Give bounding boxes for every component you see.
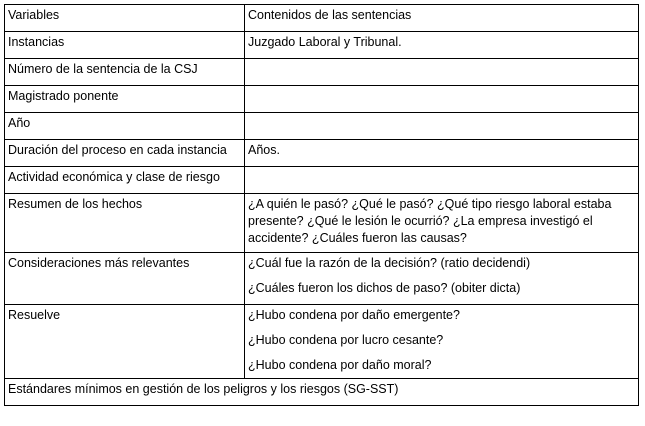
row-label: Variables	[5, 5, 245, 32]
row-content-empty	[245, 59, 639, 86]
table-row	[5, 113, 639, 140]
row-content	[245, 194, 639, 253]
content-line: ¿Hubo condena por lucro cesante?	[248, 333, 444, 347]
row-content	[245, 5, 639, 32]
table-row	[5, 86, 639, 113]
row-label: Magistrado ponente	[5, 86, 245, 113]
table-row	[5, 305, 639, 379]
content-line: ¿Cuáles fueron los dichos de paso? (obiter dicta)	[248, 281, 521, 295]
content-line: Años.	[248, 143, 280, 157]
row-label: Resuelve	[5, 305, 245, 379]
row-content-empty	[245, 86, 639, 113]
table-row	[5, 140, 639, 167]
row-label: Número de la sentencia de la CSJ	[5, 59, 245, 86]
row-content	[245, 140, 639, 167]
table-row	[5, 167, 639, 194]
content-line: ¿Hubo condena por daño moral?	[248, 358, 432, 372]
content-line: Contenidos de las sentencias	[248, 8, 412, 22]
row-content-empty	[245, 113, 639, 140]
content-line: ¿A quién le pasó? ¿Qué le pasó? ¿Qué tipo riesgo laboral estaba presente? ¿Qué le lesión le ocurrió? ¿La empresa investigó el accidente? ¿Cuáles fueron las causas?	[248, 197, 612, 245]
content-line: Juzgado Laboral y Tribunal.	[248, 35, 402, 49]
table-row	[5, 32, 639, 59]
sentence-variables-table	[4, 4, 639, 406]
content-line: ¿Cuál fue la razón de la decisión? (ratio decidendi)	[248, 256, 531, 270]
row-content	[245, 253, 639, 305]
table-row	[5, 194, 639, 253]
row-label: Instancias	[5, 32, 245, 59]
row-content	[245, 305, 639, 379]
table-row	[5, 59, 639, 86]
footer-row-label: Estándares mínimos en gestión de los peligros y los riesgos (SG-SST)	[5, 379, 639, 406]
content-line: ¿Hubo condena por daño emergente?	[248, 308, 460, 322]
row-label: Resumen de los hechos	[5, 194, 245, 253]
row-label: Consideraciones más relevantes	[5, 253, 245, 305]
row-content-empty	[245, 167, 639, 194]
row-label: Actividad económica y clase de riesgo	[5, 167, 245, 194]
row-content	[245, 32, 639, 59]
row-label: Duración del proceso en cada instancia	[5, 140, 245, 167]
table-row	[5, 5, 639, 32]
table-row	[5, 379, 639, 406]
table-row	[5, 253, 639, 305]
row-label: Año	[5, 113, 245, 140]
